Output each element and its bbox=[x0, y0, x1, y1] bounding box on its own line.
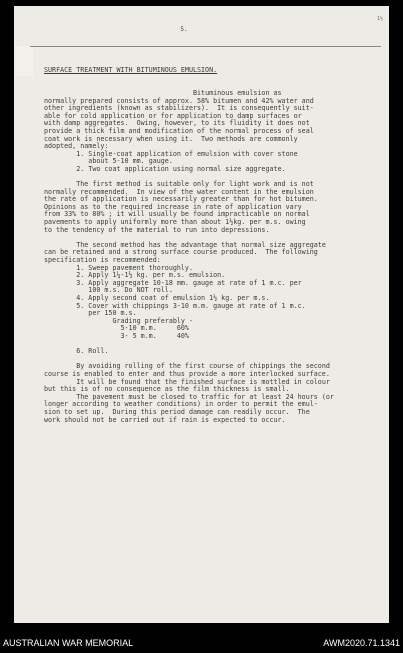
line-text: adopted, namely: bbox=[44, 142, 109, 151]
text-line bbox=[44, 348, 384, 356]
page-mark: 1½ bbox=[376, 16, 383, 22]
line-text: The first method is suitable only for light work and is not bbox=[76, 180, 314, 189]
line-text: 2. Two coat application using normal size aggregate. bbox=[76, 164, 286, 173]
line-text: with damp aggregates. Owing, however, to its fluidity it does not bbox=[44, 119, 310, 128]
page-number: 5. bbox=[180, 26, 188, 33]
line-indent bbox=[44, 347, 76, 355]
line-text: to the tendency of the material to run into depressions. bbox=[44, 225, 270, 234]
line-text: It will be found that the finished surface is mottled in colour bbox=[76, 377, 330, 386]
line-text: able for cold application or for application to damp surfaces or bbox=[44, 111, 302, 120]
paper-tab bbox=[15, 46, 33, 76]
document-body bbox=[44, 52, 384, 439]
line-text: about 5-10 mm. gauge. bbox=[88, 157, 173, 166]
line-text: pavements to apply uniformly more than about 1½kg. per m.s. owing bbox=[44, 218, 306, 227]
line-text: Opinions as to the required increase in rate of application vary bbox=[44, 202, 302, 211]
line-text: course is enabled to enter and thus provide a more interlocked surface. bbox=[44, 369, 330, 378]
document-title-line bbox=[44, 67, 384, 75]
text-line bbox=[44, 227, 384, 235]
line-text: other ingredients (known as stabilizers). It is consequently suit- bbox=[44, 104, 314, 113]
line-text: per 150 m.s. bbox=[88, 309, 137, 318]
text-line bbox=[44, 166, 384, 174]
line-text: normally recommended. In view of the water content in the emulsion bbox=[44, 187, 314, 196]
line-text: work should not be carried out if rain is expected to occur. bbox=[44, 415, 286, 424]
body-lines bbox=[44, 90, 384, 424]
line-text: The pavement must be closed to traffic for at least 24 hours (or bbox=[76, 392, 334, 401]
line-text: 100 m.s. Do NOT roll. bbox=[88, 286, 173, 295]
line-text: normally prepared consists of approx. 58% bitumen and 42% water and bbox=[44, 96, 314, 105]
line-text: 1. Single-coat application of emulsion with cover stone bbox=[76, 149, 298, 158]
line-text: 5-10 m.m. 60% bbox=[120, 324, 189, 333]
line-text: specification is recommended: bbox=[44, 256, 161, 265]
line-text: the rate of application is necessarily greater than for hot bitumen. bbox=[44, 195, 318, 204]
line-text: can be retained and a strong surface course produced. The following bbox=[44, 248, 318, 257]
document-page bbox=[14, 6, 389, 623]
line-text: from 33% to 80% ; it will usually be found impracticable on normal bbox=[44, 210, 310, 219]
line-text: but this is of no consequence as the film thickness is small. bbox=[44, 385, 290, 394]
line-text: 1. Sweep pavement thoroughly. bbox=[76, 263, 193, 272]
text-line bbox=[44, 333, 384, 341]
line-indent bbox=[44, 165, 76, 173]
line-text: coat work is necessary when using it. Two methods are commonly bbox=[44, 134, 298, 143]
line-indent bbox=[44, 332, 121, 340]
line-text: sion to set up. During this period damage can readily occur. The bbox=[44, 407, 310, 416]
line-text: Grading preferably - bbox=[112, 316, 193, 325]
line-text: 3. Apply aggregate 10-18 mm. gauge at rate of 1 m.c. per bbox=[76, 278, 302, 287]
line-text: The second method has the advantage that normal size aggregate bbox=[76, 240, 326, 249]
footer-accession-number: AWM2020.71.1341 bbox=[323, 638, 400, 648]
line-text: By avoiding rolling of the first course of chippings the second bbox=[76, 362, 330, 371]
line-text: 3- 5 m.m. 40% bbox=[120, 331, 189, 340]
text-line bbox=[44, 417, 384, 425]
line-text: 5. Cover with chippings 3-10 m.m. gauge at rate of 1 m.c. bbox=[76, 301, 306, 310]
document-title: SURFACE TREATMENT WITH BITUMINOUS EMULSION. bbox=[44, 66, 218, 75]
footer-institution: AUSTRALIAN WAR MEMORIAL bbox=[3, 638, 134, 648]
line-text: 6. Roll. bbox=[76, 347, 109, 356]
line-text: 4. Apply second coat of emulsion 1½ kg. per m.s. bbox=[76, 294, 270, 302]
line-text: provide a thick film and modification of the normal process of seal bbox=[44, 126, 314, 135]
line-text: longer according to weather conditions) in order to permit the emul- bbox=[44, 400, 318, 409]
line-text: Bituminous emulsion as bbox=[192, 88, 282, 97]
footer-bar bbox=[0, 634, 403, 653]
line-text: 2. Apply 1¼-1½ kg. per m.s. emulsion. bbox=[76, 271, 226, 280]
header-rule bbox=[30, 46, 381, 47]
